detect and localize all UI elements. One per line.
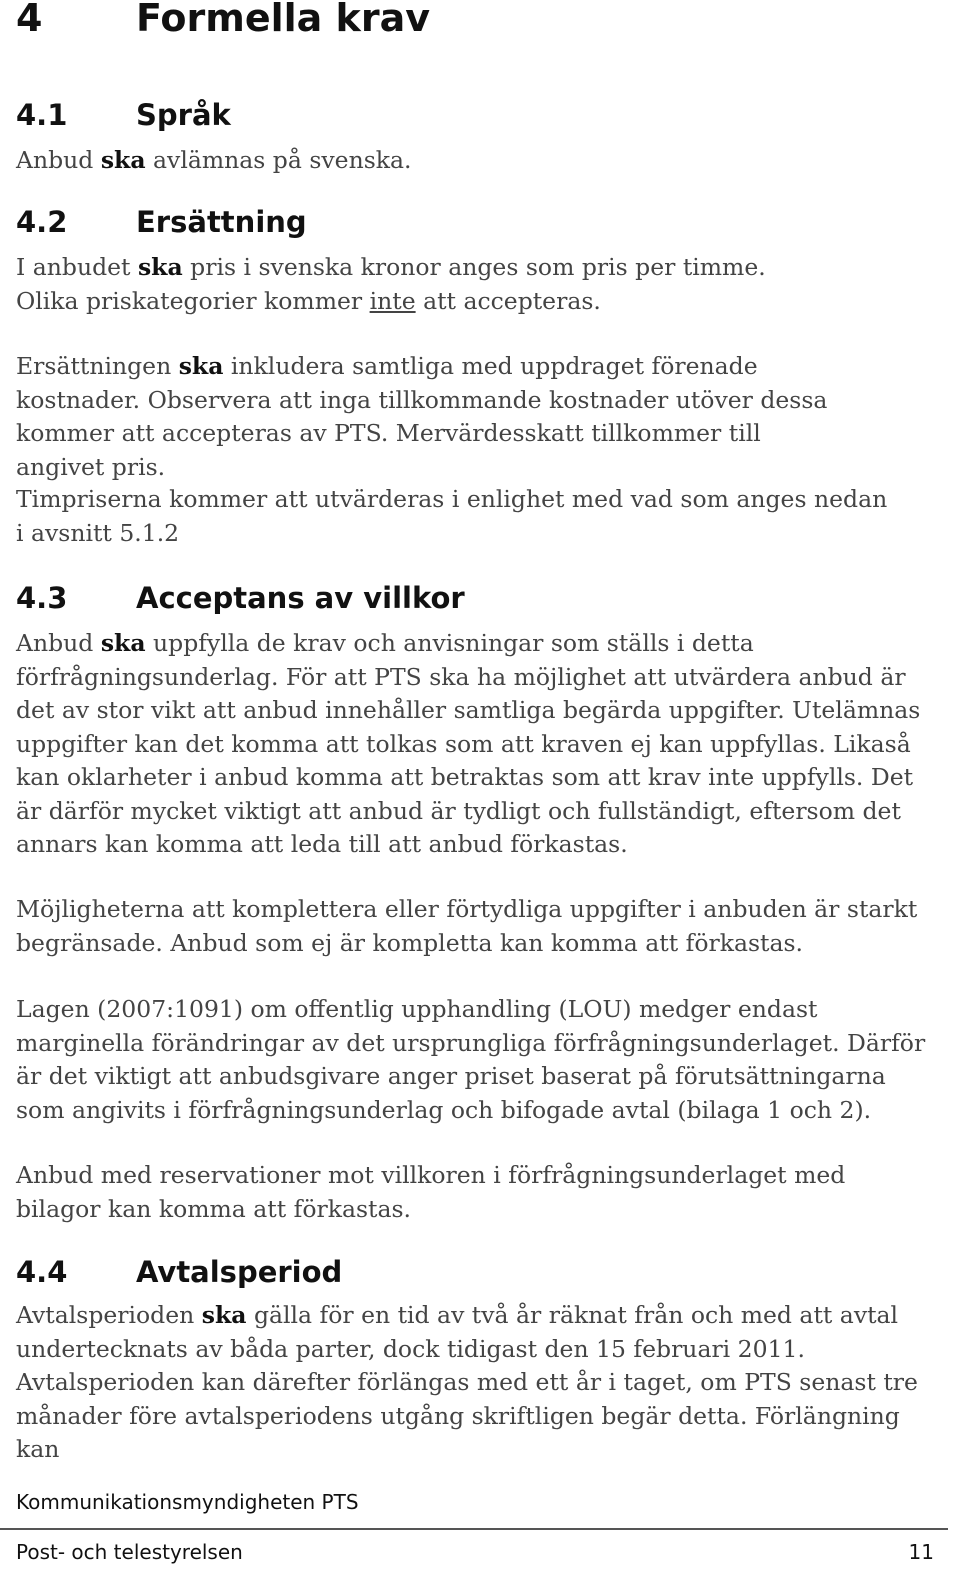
text-run: Anbud (16, 629, 101, 657)
text-run: Ersättningen (16, 352, 179, 380)
section-title: Acceptans av villkor (136, 581, 465, 615)
text-run: inkludera samtliga med uppdraget förenade kostnader. Observera att inga tillkommande kostnader utöver dessa kommer att accepteras av PTS. Mervärdesskatt tillkommer till angivet pris. (16, 352, 828, 481)
section-number: 4.1 (16, 98, 68, 132)
footer-organization: Kommunikationsmyndigheten PTS (16, 1490, 359, 1514)
text-run: Avtalsperioden (16, 1301, 202, 1329)
section-heading-4-4 (16, 1255, 342, 1289)
paragraph (16, 144, 931, 178)
paragraph (16, 350, 846, 484)
paragraph (16, 627, 931, 862)
chapter-number: 4 (16, 0, 43, 40)
page-number: 11 (908, 1540, 934, 1564)
footer-divider (0, 1528, 948, 1530)
bold-text: ska (137, 253, 183, 281)
paragraph (16, 251, 826, 318)
section-number: 4.3 (16, 581, 68, 615)
section-number: 4.2 (16, 205, 68, 239)
bold-text: ska (100, 146, 146, 174)
text-run: pris i svenska kronor anges som pris per timme. Olika priskategorier kommer (16, 253, 766, 315)
text-run: I anbudet (16, 253, 138, 281)
section-heading-4-3 (16, 581, 465, 615)
text-run: gälla för en tid av två år räknat från och med att avtal undertecknats av båda parter, dock tidigast den 15 februari 2011. Avtalsperioden kan därefter förlängas med ett år i taget, om PTS senast tre månader före avtalsperiodens utgång skriftligen begär detta. Förlängning kan (16, 1301, 918, 1463)
section-title: Avtalsperiod (136, 1255, 343, 1289)
bold-text: ska (100, 629, 146, 657)
chapter-title: Formella krav (136, 0, 430, 40)
paragraph (16, 1299, 931, 1467)
chapter-heading (16, 0, 430, 40)
underlined-text: inte (369, 286, 416, 315)
section-title: Ersättning (136, 205, 307, 239)
paragraph: Lagen (2007:1091) om offentlig upphandling (LOU) medger endast marginella förändringar av det ursprungliga förfrågningsunderlaget. Därför är det viktigt att anbudsgivare anger priset baserat på förutsättningarna som angivits i förfrågningsunderlag och bifogade avtal (bilaga 1 och 2). (16, 995, 926, 1124)
text-run: att accepteras. (415, 286, 601, 315)
section-title: Språk (136, 98, 231, 132)
footer-agency: Post- och telestyrelsen (16, 1540, 243, 1564)
text-run: Anbud (16, 146, 101, 174)
section-number: 4.4 (16, 1255, 68, 1289)
bold-text: ska (201, 1301, 247, 1329)
bold-text: ska (178, 352, 224, 380)
text-run: avlämnas på svenska. (145, 146, 412, 174)
section-heading-4-2 (16, 205, 307, 239)
section-heading-4-1 (16, 98, 231, 132)
paragraph: Möjligheterna att komplettera eller förtydliga uppgifter i anbuden är starkt begränsade. Anbud som ej är kompletta kan komma att förkastas. (16, 895, 918, 957)
paragraph: Anbud med reservationer mot villkoren i förfrågningsunderlaget med bilagor kan komma att förkastas. (16, 1161, 846, 1223)
text-run: uppfylla de krav och anvisningar som ställs i detta förfrågningsunderlag. För att PTS ska ha möjlighet att utvärdera anbud är det av stor vikt att anbud innehåller samtliga begärda uppgifter. Utelämnas uppgifter kan det komma att tolkas som att kraven ej kan uppfyllas. Likaså kan oklarheter i anbud komma att betraktas som att krav inte uppfylls. Det är därför mycket viktigt att anbud är tydligt och fullständigt, eftersom det annars kan komma att leda till att anbud förkastas. (16, 629, 921, 858)
paragraph: Timpriserna kommer att utvärderas i enlighet med vad som anges nedan i avsnitt 5.1.2 (16, 485, 888, 547)
